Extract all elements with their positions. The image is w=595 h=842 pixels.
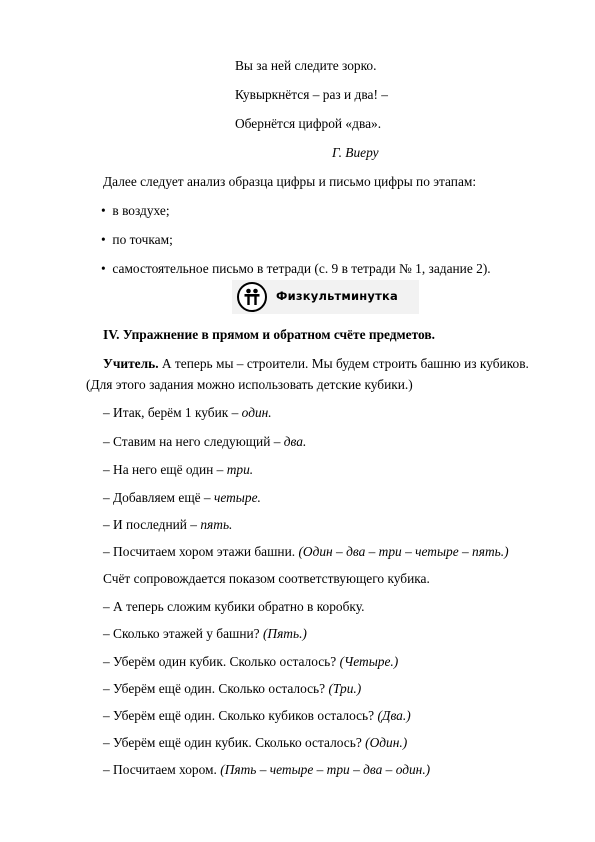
dialogue-answer: четыре. [213, 490, 261, 505]
dialogue-text: – Уберём один кубик. Сколько осталось? [103, 654, 340, 669]
bullet-icon: • [101, 232, 106, 247]
dialogue-text: – Уберём ещё один. Сколько кубиков осталось? [103, 708, 378, 723]
dialogue-line: – А теперь сложим кубики обратно в коробку. [103, 599, 365, 614]
poem-line-1: Вы за ней следите зорко. [235, 58, 377, 73]
dialogue-answer: (Пять.) [262, 626, 307, 641]
dialogue-line [103, 434, 306, 450]
dialogue-line [103, 681, 361, 697]
teacher-label: Учитель. [103, 356, 159, 371]
dialogue-answer: (Один.) [365, 735, 408, 750]
dialogue-line [103, 654, 398, 670]
dialogue-line [103, 405, 272, 421]
dialogue-answer: два. [283, 434, 307, 449]
bullet-item-2 [101, 232, 173, 248]
dialogue-text: – На него ещё один – [103, 462, 227, 477]
dialogue-answer: (Четыре.) [339, 654, 399, 669]
dialogue-line [103, 517, 232, 533]
dialogue-answer: (Один – два – три – четыре – пять.) [298, 544, 509, 559]
dialogue-line [103, 762, 430, 778]
bullet-item-1 [101, 203, 170, 219]
teacher-text: А теперь мы – строители. Мы будем строить башню из кубиков. [158, 356, 529, 371]
fizkultminutka-badge [232, 280, 419, 314]
section-heading: IV. Упражнение в прямом и обратном счёте предметов. [103, 327, 435, 342]
two-people-icon [237, 282, 267, 312]
dialogue-text: – Посчитаем хором. [103, 762, 221, 777]
intro-text: Далее следует анализ образца цифры и письмо цифры по этапам: [103, 174, 477, 189]
dialogue-line [103, 462, 253, 478]
bullet-icon: • [101, 261, 106, 276]
bullet-item-3 [101, 261, 491, 277]
dialogue-answer: три. [226, 462, 254, 477]
narration-line: Счёт сопровождается показом соответствующего кубика. [103, 571, 430, 586]
badge-label: Физкультминутка [276, 289, 398, 303]
poem-author: Г. Виеру [332, 145, 379, 160]
dialogue-answer: пять. [200, 517, 233, 532]
dialogue-line [103, 735, 407, 751]
dialogue-text: – Уберём ещё один кубик. Сколько осталось? [103, 735, 366, 750]
dialogue-text: – И последний – [103, 517, 201, 532]
teacher-line [103, 356, 529, 372]
dialogue-text: – Ставим на него следующий – [103, 434, 284, 449]
section-note: (Для этого задания можно использовать детские кубики.) [86, 377, 413, 392]
dialogue-text: – Сколько этажей у башни? [103, 626, 263, 641]
bullet-text: в воздухе; [112, 203, 170, 218]
dialogue-text: – Посчитаем хором этажи башни. [103, 544, 299, 559]
dialogue-line [103, 490, 261, 506]
dialogue-line [103, 544, 509, 560]
dialogue-text: – Добавляем ещё – [103, 490, 214, 505]
dialogue-text: – Уберём ещё один. Сколько осталось? [103, 681, 329, 696]
dialogue-answer: (Пять – четыре – три – два – один.) [220, 762, 431, 777]
dialogue-answer: (Три.) [328, 681, 362, 696]
bullet-text: самостоятельное письмо в тетради (с. 9 в тетради № 1, задание 2). [112, 261, 491, 276]
dialogue-line [103, 626, 307, 642]
bullet-icon: • [101, 203, 106, 218]
bullet-text: по точкам; [112, 232, 173, 247]
poem-line-3: Обернётся цифрой «два». [235, 116, 382, 131]
dialogue-text: – Итак, берём 1 кубик – [103, 405, 242, 420]
dialogue-line [103, 708, 411, 724]
dialogue-answer: один. [241, 405, 272, 420]
dialogue-answer: (Два.) [377, 708, 411, 723]
poem-line-2: Кувыркнётся – раз и два! – [235, 87, 388, 102]
